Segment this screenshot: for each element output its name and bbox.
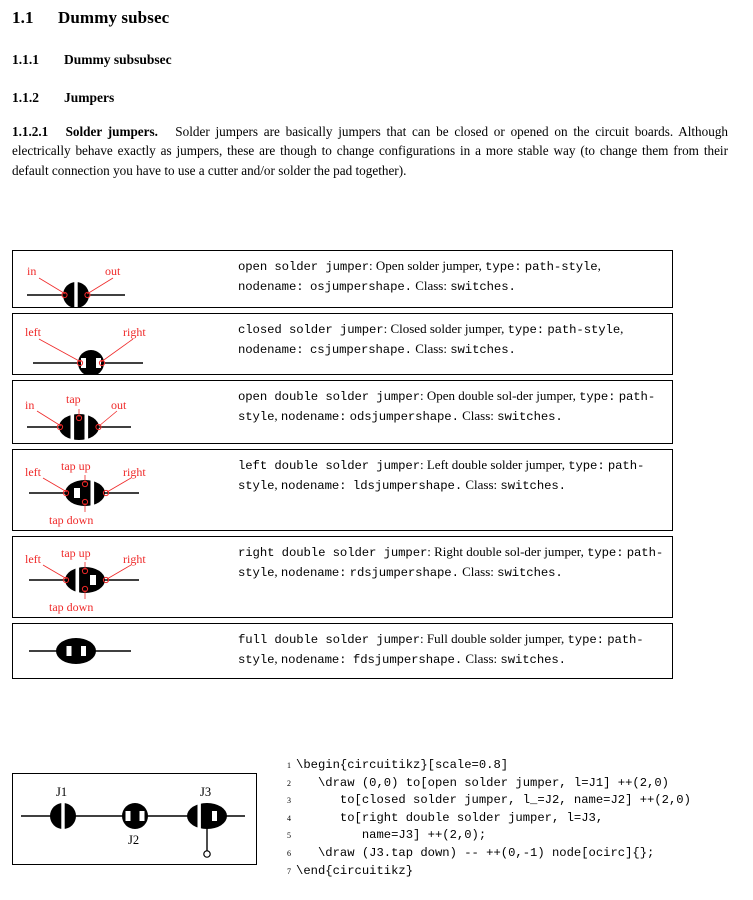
sep: , bbox=[597, 258, 601, 273]
heading-subsubsection-dummy-number: 1.1.1 bbox=[12, 52, 39, 67]
circuit-label-j2: J2 bbox=[128, 833, 140, 847]
label-tap: tap bbox=[66, 392, 81, 406]
type-value: path-style bbox=[547, 323, 621, 337]
label-in: in bbox=[25, 398, 35, 412]
label-tap-up: tap up bbox=[61, 546, 91, 560]
heading-subsubsection-jumpers-number: 1.1.2 bbox=[12, 90, 39, 105]
type-key: type: bbox=[507, 323, 545, 337]
left-double-solder-jumper-icon bbox=[13, 450, 229, 530]
solder-jumper-shape-table bbox=[12, 250, 673, 684]
type-key: type: bbox=[485, 260, 522, 274]
shape-description: Open double sol-der jumper bbox=[426, 388, 573, 403]
code-line-number: 5 bbox=[287, 831, 291, 841]
symbol-left-double-solder-jumper bbox=[13, 450, 229, 530]
sep: : bbox=[369, 258, 376, 273]
type-key: type: bbox=[587, 546, 624, 560]
class-key: Class: bbox=[465, 650, 498, 666]
sep: : bbox=[427, 544, 435, 559]
sep: : bbox=[419, 631, 427, 646]
closed-solder-jumper-icon bbox=[13, 314, 229, 374]
code-line-number: 7 bbox=[287, 866, 291, 876]
class-key: Class: bbox=[462, 407, 494, 423]
type-key: type: bbox=[579, 390, 616, 404]
code-line bbox=[278, 775, 748, 793]
nodename-value: fdsjumpershape. bbox=[352, 652, 463, 667]
shape-name: closed solder jumper bbox=[238, 323, 384, 337]
table-row bbox=[12, 623, 673, 679]
sep: , bbox=[274, 476, 281, 492]
right-double-solder-jumper-icon bbox=[13, 537, 229, 617]
label-tap-up: tap up bbox=[61, 459, 91, 473]
symbol-full-double-solder-jumper bbox=[13, 624, 229, 678]
nodename-key: nodename: bbox=[280, 565, 347, 580]
circuit-symbol-j1 bbox=[50, 802, 76, 830]
table-row bbox=[12, 313, 673, 375]
description-right-double-solder-jumper bbox=[229, 537, 672, 617]
shape-name: open solder jumper bbox=[238, 260, 370, 274]
code-line-number: 3 bbox=[287, 796, 291, 806]
sep: , bbox=[501, 321, 508, 336]
nodename-key: nodename: bbox=[280, 409, 347, 424]
nodename-key: nodename: bbox=[280, 478, 347, 493]
label-in: in bbox=[27, 264, 37, 278]
shape-name: open double solder jumper bbox=[238, 390, 420, 404]
paragraph-body: Solder jumpers are basically jumpers that can be closed or opened on the circuit boards. Although electrically behave exactly as jumpers, these are though to change configurations in a more stable way (to change them from their default connection you have to use a cutter and/or solder the pad together). bbox=[12, 124, 729, 178]
shape-description: Right double sol-der jumper bbox=[434, 544, 581, 559]
circuit-label-j1: J1 bbox=[56, 785, 68, 799]
label-tap-down: tap down bbox=[49, 600, 94, 614]
nodename-key: nodename: bbox=[238, 279, 304, 294]
heading-subsection-number: 1.1 bbox=[12, 8, 34, 27]
nodename-key: nodename: bbox=[238, 342, 304, 357]
label-out: out bbox=[111, 398, 127, 412]
label-left: left bbox=[25, 325, 41, 339]
shape-name: left double solder jumper bbox=[238, 459, 420, 473]
paragraph-solder-jumpers bbox=[12, 122, 728, 180]
code-line bbox=[278, 757, 748, 775]
code-line bbox=[278, 792, 748, 810]
code-line-number: 2 bbox=[287, 778, 291, 788]
class-value: switches. bbox=[500, 478, 566, 493]
class-value: switches. bbox=[497, 409, 563, 424]
nodename-value: csjumpershape. bbox=[310, 342, 412, 357]
circuit-symbol-j2 bbox=[122, 803, 148, 829]
example-circuit-box bbox=[12, 773, 257, 865]
example-circuit-diagram bbox=[13, 774, 256, 864]
class-value: switches. bbox=[500, 652, 566, 667]
code-line-text: to[closed solder jumper, l_=J2, name=J2] ++(2,0) bbox=[296, 793, 691, 808]
full-double-solder-jumper-icon bbox=[13, 624, 229, 678]
heading-subsubsection-dummy-title: Dummy subsubsec bbox=[64, 52, 172, 67]
nodename-value: rdsjumpershape. bbox=[349, 565, 459, 580]
code-line bbox=[278, 810, 748, 828]
sep: , bbox=[572, 388, 580, 403]
heading-subsubsection-dummy bbox=[12, 52, 172, 68]
class-value: switches. bbox=[450, 342, 516, 357]
type-key: type: bbox=[568, 459, 605, 473]
sep: , bbox=[561, 457, 569, 472]
shape-name: right double solder jumper bbox=[238, 546, 428, 560]
code-line bbox=[278, 845, 748, 863]
label-left: left bbox=[25, 552, 41, 566]
symbol-open-solder-jumper bbox=[13, 251, 229, 307]
heading-subsection bbox=[12, 8, 169, 28]
code-line-text: \draw (J3.tap down) -- ++(0,-1) node[ocirc]{}; bbox=[296, 845, 655, 860]
nodename-key: nodename: bbox=[280, 652, 347, 667]
sep: : bbox=[383, 321, 391, 336]
code-line-text: to[right double solder jumper, l=J3, bbox=[296, 810, 604, 825]
heading-subsubsection-jumpers-title: Jumpers bbox=[64, 90, 115, 105]
shape-description: Open solder jumper bbox=[375, 258, 479, 273]
code-line-number: 1 bbox=[287, 761, 291, 770]
type-value: path-style bbox=[238, 459, 645, 493]
description-open-solder-jumper bbox=[229, 251, 672, 307]
type-value: path-style bbox=[238, 546, 664, 580]
symbol-right-double-solder-jumper bbox=[13, 537, 229, 617]
code-line-text: name=J3] ++(2,0); bbox=[296, 828, 487, 843]
sep: : bbox=[419, 388, 427, 403]
sep: , bbox=[274, 563, 281, 579]
class-key: Class: bbox=[462, 563, 494, 579]
label-left: left bbox=[25, 465, 41, 479]
sep: , bbox=[478, 258, 486, 273]
type-value: path-style bbox=[238, 633, 644, 667]
label-right: right bbox=[123, 325, 146, 339]
open-solder-jumper-icon bbox=[13, 251, 229, 307]
shape-description: Closed solder jumper bbox=[390, 321, 502, 336]
symbol-closed-solder-jumper bbox=[13, 314, 229, 374]
sep: : bbox=[419, 457, 427, 472]
class-key: Class: bbox=[415, 340, 447, 356]
code-listing bbox=[278, 757, 748, 880]
shape-description: Full double solder jumper bbox=[426, 631, 562, 646]
code-line-number: 6 bbox=[287, 848, 291, 858]
table-row bbox=[12, 380, 673, 444]
type-value: path-style bbox=[238, 390, 656, 424]
code-line bbox=[278, 827, 748, 845]
nodename-value: odsjumpershape. bbox=[349, 409, 459, 424]
code-line-text: \end{circuitikz} bbox=[296, 863, 414, 878]
code-line bbox=[278, 863, 748, 881]
symbol-open-double-solder-jumper bbox=[13, 381, 229, 443]
sep: , bbox=[561, 631, 568, 646]
sep: , bbox=[274, 407, 281, 423]
class-value: switches. bbox=[450, 279, 516, 294]
nodename-value: osjumpershape. bbox=[310, 279, 412, 294]
code-line-text: \draw (0,0) to[open solder jumper, l=J1] ++(2,0) bbox=[296, 775, 669, 790]
ocirc-terminal bbox=[204, 851, 210, 857]
shape-description: Left double solder jumper bbox=[426, 457, 562, 472]
nodename-value: ldsjumpershape. bbox=[352, 478, 463, 493]
sep: , bbox=[580, 544, 588, 559]
label-right: right bbox=[123, 552, 146, 566]
paragraph-title: Solder jumpers. bbox=[65, 124, 158, 139]
table-row bbox=[12, 449, 673, 531]
open-double-solder-jumper-icon bbox=[13, 381, 229, 443]
label-tap-down: tap down bbox=[49, 513, 94, 527]
heading-subsubsection-jumpers bbox=[12, 90, 114, 106]
table-row bbox=[12, 536, 673, 618]
shape-name: full double solder jumper bbox=[238, 633, 420, 647]
type-key: type: bbox=[567, 633, 604, 647]
class-key: Class: bbox=[415, 277, 447, 293]
heading-subsection-title: Dummy subsec bbox=[58, 8, 170, 27]
label-out: out bbox=[105, 264, 121, 278]
code-line-number: 4 bbox=[287, 813, 291, 823]
circuit-label-j3: J3 bbox=[200, 785, 212, 799]
label-right: right bbox=[123, 465, 146, 479]
paragraph-number: 1.1.2.1 bbox=[12, 124, 49, 139]
description-open-double-solder-jumper bbox=[229, 381, 672, 443]
description-closed-solder-jumper bbox=[229, 314, 672, 374]
class-key: Class: bbox=[465, 476, 498, 492]
sep: , bbox=[620, 321, 624, 336]
description-full-double-solder-jumper bbox=[229, 624, 672, 678]
description-left-double-solder-jumper bbox=[229, 450, 672, 530]
type-value: path-style bbox=[524, 260, 598, 274]
class-value: switches. bbox=[497, 565, 563, 580]
code-line-text: \begin{circuitikz}[scale=0.8] bbox=[296, 758, 509, 772]
sep: , bbox=[274, 650, 281, 666]
table-row bbox=[12, 250, 673, 308]
